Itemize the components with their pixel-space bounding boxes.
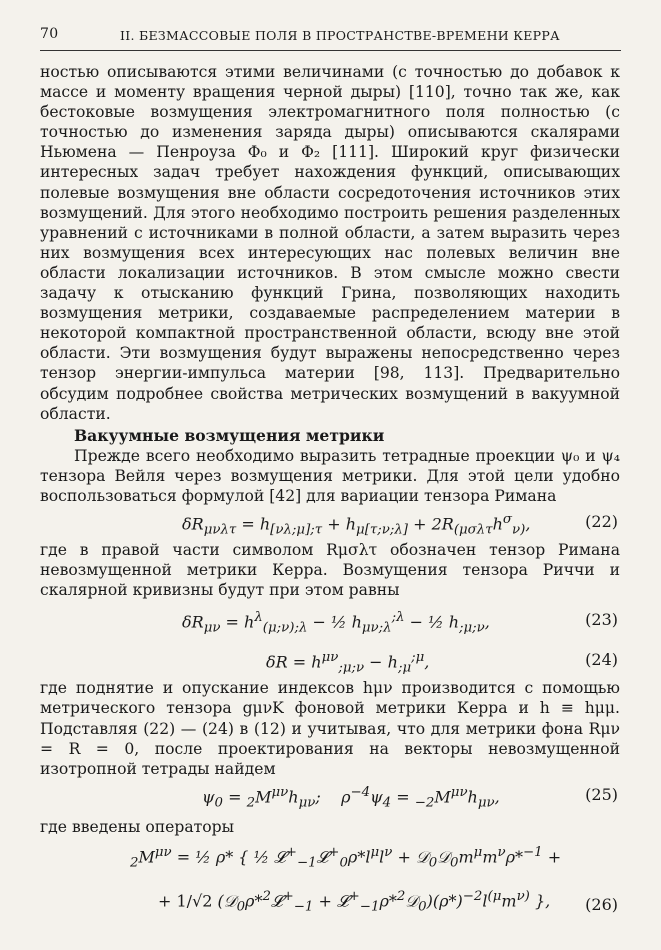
equation-26-number: (26) — [585, 894, 618, 914]
paragraph-5: где введены операторы — [40, 817, 235, 836]
equation-24-number: (24) — [585, 650, 618, 670]
equation-22 — [40, 506, 620, 540]
equation-24-formula: $\delta R = h^{\mu\nu}_{;\mu;\nu} - h_{;\mu}^{;\mu}$, — [266, 650, 430, 676]
page-body — [40, 62, 620, 929]
equation-26-line-2: + 1/√2 (𝒟$_0$ρ*$^2$𝓛+$_{-1}$ + $𝓛^+_{-1}\rho*^2𝒟_0)(\rho*)^{-2}l^{(\mu}m^{\nu)}$ }, — [158, 888, 551, 915]
page-number: 70 — [40, 26, 59, 42]
equation-25-number: (25) — [585, 784, 618, 804]
section-title: Вакуумные возмущения метрики — [74, 425, 385, 445]
paragraph-1: ностью описываются этими величинами (с точностью до добавок к массе и моменту вращения черной дыры) [110], точно так же, как бестоковые возмущения электромагнитного поля полностью (с точностью до изменения заряда дыры) описываются скалярами Ньюмена — Пенроуза Φ₀ и Φ₂ [111]. Широкий круг физически интересных задач требует нахождения функций, описывающих полевые возмущения вне области сосредоточения источников этих возмущений. Для этого необходимо построить решения разделенных уравнений с источниками в полной области, а затем выразить через них возмущения всех интересующих нас полевых величин вне области локализации источников. В этом смысле можно свести задачу к отысканию функций Грина, позволяющих находить возмущения метрики, создаваемые распределением материи в некоторой компактной пространственной области, всюду вне этой области. Эти возмущения будут выражены непосредственно через тензор энергии-импульса материи [98, 113]. Предварительно обсудим подробнее свойства метрических возмущений в вакуумной области. — [40, 63, 620, 423]
equation-22-formula: $\delta R_{\mu\nu\lambda\tau} = h_{[\nu\lambda;\mu];\tau} + h_{\mu[\tau;\nu;\lambda]} + 2R_{(\mu\sigma\lambda\tau}h^\sigma_{\nu)}$, — [182, 512, 531, 538]
equation-23-number: (23) — [585, 610, 618, 630]
paragraph-2: Прежде всего необходимо выразить тетрадные проекции ψ₀ и ψ₄ тензора Вейля через возмущения метрики. Для этой цели удобно воспользоваться формулой [42] для вариации тензора Римана — [40, 446, 620, 505]
equation-23 — [40, 600, 620, 644]
paragraph-3: где в правой части символом Rμσλτ обозначен тензор Римана невозмущенной метрики Керра. Возмущения тензора Риччи и скалярной кривизны будут при этом равны — [40, 541, 620, 600]
running-header — [40, 24, 621, 51]
equation-23-formula: $\delta R_{\mu\nu} = h^\lambda_{(\mu;\nu);\lambda}$ − ½ $h_{\mu\nu;\lambda}^{;\lambda}$ − ½ $h_{;\mu;\nu}$, — [182, 610, 490, 636]
equation-26-line-1: $_2M^{\mu\nu}$ = ½ ρ* { ½ $𝓛^+_{-1}𝓛^+_0\rho*l^\mu l^\nu$ + $𝒟_0𝒟_0m^\mu m^\nu\rho*^{-1}$ + — [130, 844, 562, 871]
equation-22-number: (22) — [585, 512, 618, 532]
equation-26 — [40, 839, 620, 929]
paragraph-4: где поднятие и опускание индексов hμν производится с помощью метрического тензора gμνK фоновой метрики Керра и h ≡ hμμ. Подставляя (22) — (24) в (12) и учитывая, что для метрики фона Rμν = R = 0, после проектирования на векторы невозмущенной изотропной тетрады найдем — [40, 679, 620, 778]
equation-24 — [40, 644, 620, 678]
equation-25-formula: $\psi_0 = _2M^{\mu\nu}h_{\mu\nu}$; $\rho^{-4}\psi_4 = _{-2}M^{\mu\nu}h_{\mu\nu}$, — [202, 784, 500, 811]
equation-25 — [40, 779, 620, 813]
running-title: II. БЕЗМАССОВЫЕ ПОЛЯ В ПРОСТРАНСТВЕ-ВРЕМЕНИ КЕРРА — [120, 28, 560, 43]
